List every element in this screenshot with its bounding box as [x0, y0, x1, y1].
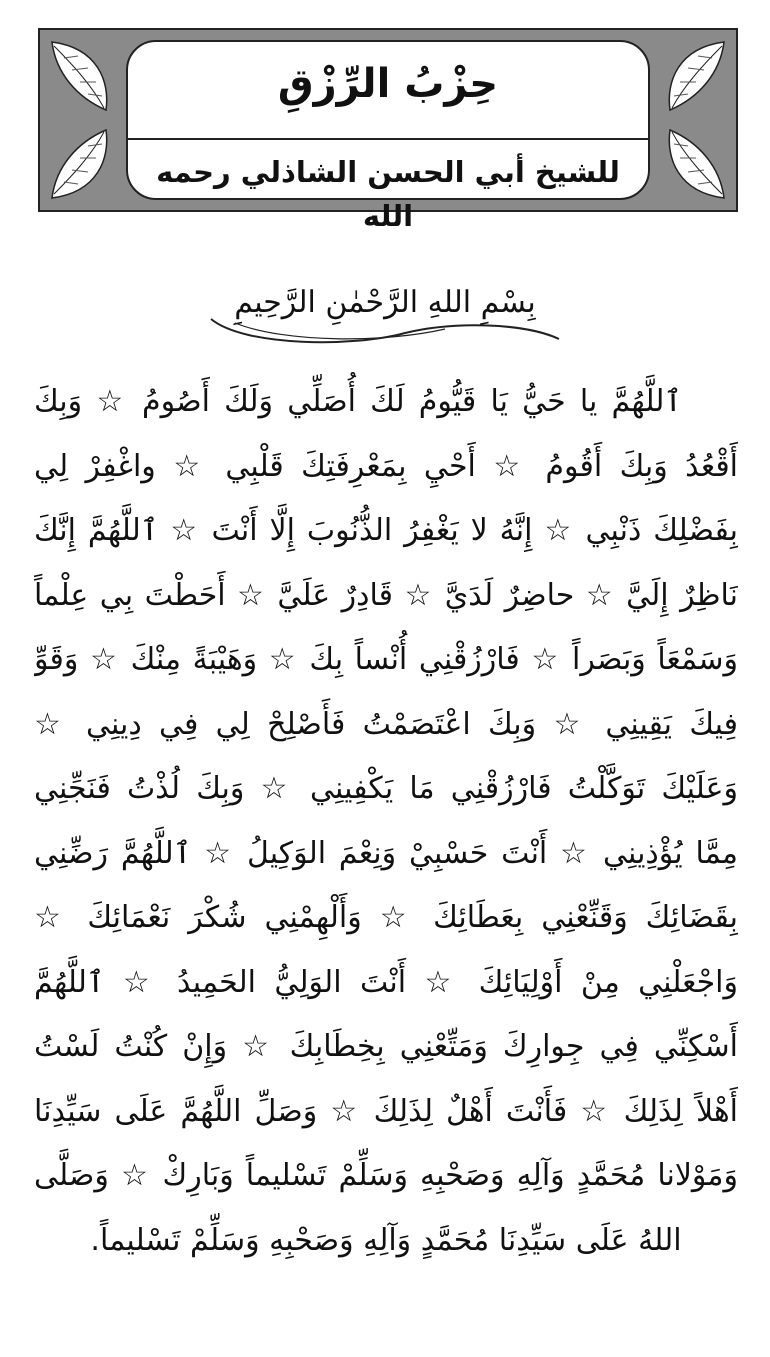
- text-line: فِيكَ يَقِينِي ☆ وَبِكَ اعْتَصَمْتُ فَأَصْلِحْ لِي فِي دِينِي ☆: [34, 706, 738, 742]
- header-frame: [38, 28, 738, 233]
- text-line: وَمَوْلانا مُحَمَّدٍ وَآلِهِ وَصَحْبِهِ وَسَلِّمْ تَسْليماً وَبَارِكْ ☆ وَصَلَّى: [34, 1158, 738, 1193]
- text-line: مِمَّا يُؤْذِينِي ☆ أَنْتَ حَسْبِيْ وَنِعْمَ الوَكِيلُ ☆ ٱللَّهُمَّ رَضِّنِي: [34, 835, 738, 871]
- text-line: وَعَلَيْكَ تَوَكَّلْتُ فَارْزُقْنِي مَا يَكْفِينِي ☆ وَبِكَ لُذْتُ فَنَجِّنِي: [34, 771, 738, 806]
- text-line: بِقَضَائِكَ وَقَنِّعْنِي بِعَطَائِكَ ☆ وَأَلْهِمْنِي شُكْرَ نَعْمَائِكَ ☆: [34, 900, 738, 935]
- text-line: أَقْعُدُ وَبِكَ أَقُومُ ☆ أَحْيِ بِمَعْرِفَتِكَ قَلْبِي ☆ واغْفِرْ لِي: [34, 448, 738, 484]
- leaf-ornament-icon: [48, 38, 112, 114]
- leaf-ornament-icon: [664, 126, 728, 202]
- page-subtitle: للشيخ أبي الحسن الشاذلي رحمه الله: [156, 155, 620, 233]
- text-line: بِفَضْلِكَ ذَنْبِي ☆ إِنَّهُ لا يَغْفِرُ الذُّنُوبَ إِلَّا أَنْتَ ☆ ٱللَّهُمَّ إِنَّكَ: [34, 513, 738, 548]
- page-title: حِزْبُ الرِّزْقِ: [277, 61, 499, 107]
- basmala-text: بِسْمِ اللهِ الرَّحْمٰنِ الرَّحِيمِ: [234, 285, 536, 320]
- text-line: ٱللَّهُمَّ يا حَيُّ يَا قَيُّومُ لَكَ أُصَلِّي وَلَكَ أَصُومُ ☆ وَبِكَ: [34, 384, 682, 419]
- leaf-ornament-icon: [664, 38, 728, 114]
- text-line: أَهْلاً لِذَلِكَ ☆ فَأَنْتَ أَهْلٌ لِذَلِكَ ☆ وَصَلِّ اللَّهُمَّ عَلَى سَيِّدِنَا: [34, 1093, 738, 1129]
- header-divider: [128, 138, 648, 140]
- text-line: وَسَمْعَاً وَبَصَراً ☆ فَارْزُقْنِي أُنْساً بِكَ ☆ وَهَيْبَةً مِنْكَ ☆ وَقَوِّ: [34, 642, 738, 677]
- text-line: نَاظِرٌ إِلَيَّ ☆ حاضِرٌ لَدَيَّ ☆ قَادِرٌ عَلَيَّ ☆ أَحَطْتَ بِي عِلْماً: [34, 577, 738, 613]
- leaf-ornament-icon: [48, 126, 112, 202]
- text-line: وَاجْعَلْنِي مِنْ أَوْلِيَائِكَ ☆ أَنْتَ الوَلِيُّ الحَمِيدُ ☆ ٱللَّهُمَّ: [34, 964, 738, 1000]
- prayer-text: [34, 370, 738, 1273]
- basmala-calligraphy: [185, 283, 585, 347]
- text-line: اللهُ عَلَى سَيِّدِنَا مُحَمَّدٍ وَآلِهِ وَصَحْبِهِ وَسَلِّمْ تَسْليماً.: [90, 1222, 682, 1258]
- calligraphy-swash-icon: [205, 313, 565, 345]
- header-panel: [126, 40, 650, 233]
- text-line: أَسْكِنِّي فِي جِوارِكَ وَمَتِّعْنِي بِخِطَابِكَ ☆ وَإِنْ كُنْتُ لَسْتُ: [34, 1029, 738, 1064]
